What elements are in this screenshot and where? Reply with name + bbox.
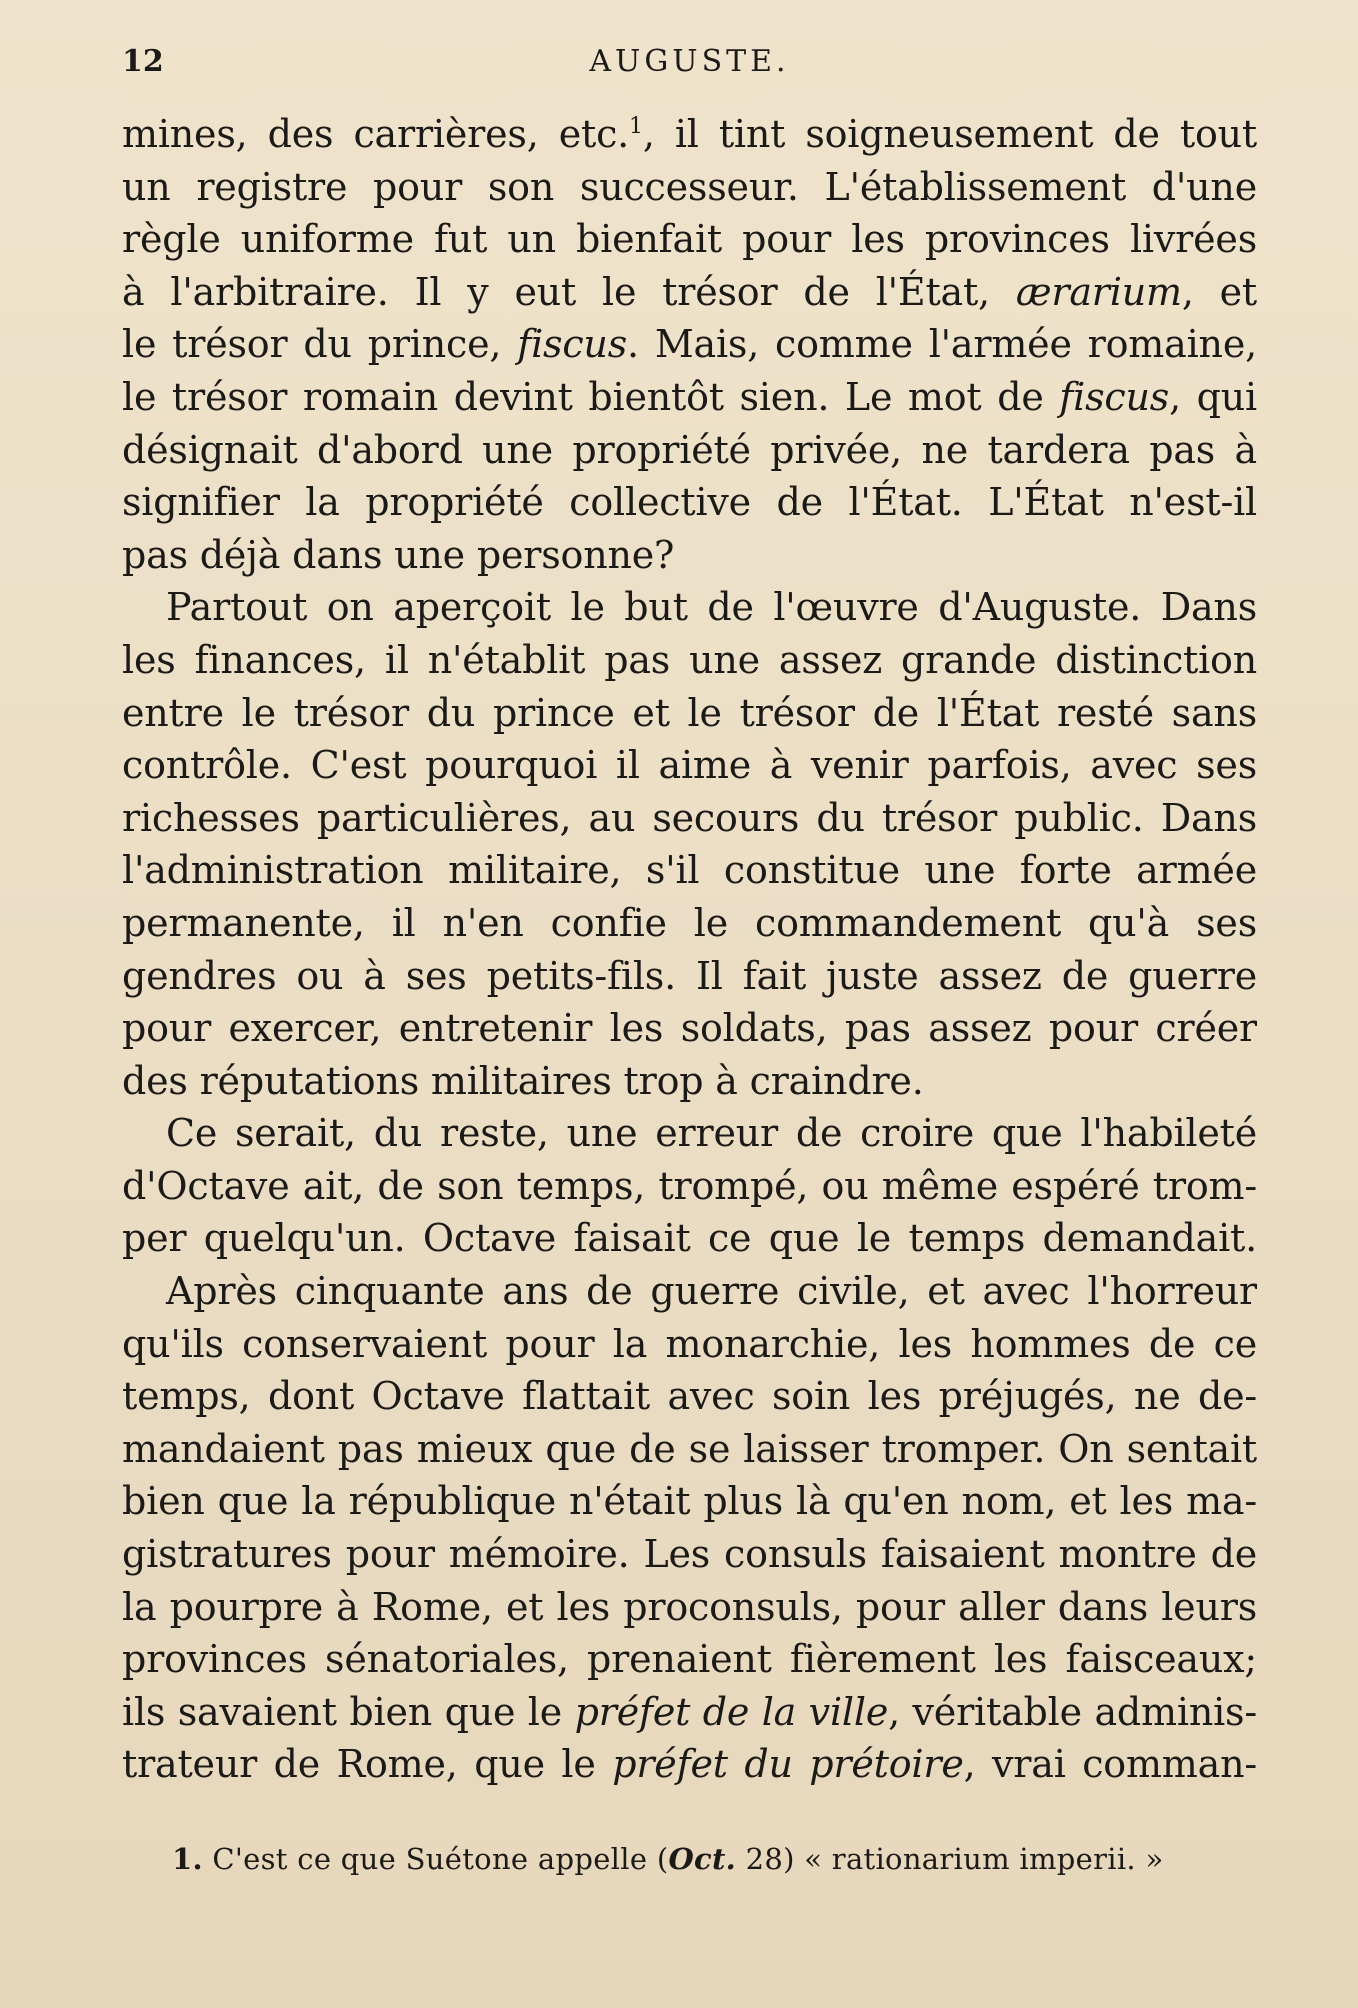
- line-text: bien que la république n'était plus là qu'en nom, et les ma-: [122, 1479, 1257, 1524]
- running-head: AUGUSTE.: [589, 44, 790, 79]
- italic-term: préfet de la ville: [574, 1689, 889, 1734]
- italic-term: ærarium: [1015, 269, 1182, 314]
- italic-term: fiscus: [517, 322, 627, 367]
- line-text: ils savaient bien que le: [122, 1689, 575, 1734]
- line-text: trateur de Rome, que le: [122, 1742, 613, 1787]
- line-text: pas déjà dans une personne?: [122, 532, 675, 577]
- line-text: mandaient pas mieux que de se laisser tromper. On sentait: [122, 1426, 1257, 1471]
- line-text: entre le trésor du prince et le trésor de l'État resté sans: [122, 690, 1257, 735]
- text-line: [122, 1475, 1257, 1528]
- text-line: [122, 897, 1257, 950]
- line-text: désignait d'abord une propriété privée, ne tardera pas à: [122, 427, 1257, 472]
- text-line: [122, 476, 1257, 529]
- line-text: règle uniforme fut un bienfait pour les provinces livrées: [122, 217, 1257, 262]
- text-line: [122, 687, 1257, 740]
- line-text: per quelqu'un. Octave faisait ce que le temps demandait.: [122, 1216, 1257, 1261]
- text-line: [122, 844, 1257, 897]
- line-text: , vrai comman-: [963, 1742, 1257, 1787]
- text-line: [122, 1528, 1257, 1581]
- text-line: [122, 1107, 1257, 1160]
- line-text: Ce serait, du reste, une erreur de croire que l'habileté: [166, 1111, 1257, 1156]
- text-line: [122, 1686, 1257, 1739]
- line-text: gistratures pour mémoire. Les consuls faisaient montre de: [122, 1532, 1257, 1577]
- text-line: [122, 792, 1257, 845]
- line-text: , et: [1181, 269, 1257, 314]
- line-text: les finances, il n'établit pas une assez grande distinction: [122, 637, 1257, 682]
- line-text: contrôle. C'est pourquoi il aime à venir parfois, avec ses: [122, 743, 1257, 788]
- footnote: [172, 1842, 1232, 1876]
- line-text: signifier la propriété collective de l'État. L'État n'est-il: [122, 480, 1257, 525]
- text-line: [122, 1160, 1257, 1213]
- text-line: [122, 266, 1257, 319]
- text-line: [122, 161, 1257, 214]
- page-number: 12: [122, 44, 164, 79]
- footnote-reference: 1: [629, 114, 643, 139]
- text-line: [122, 950, 1257, 1003]
- line-text: , qui: [1169, 374, 1257, 419]
- text-line: [122, 1738, 1257, 1791]
- text-line: [122, 1633, 1257, 1686]
- line-text: le trésor du prince,: [122, 322, 518, 367]
- text-line: [122, 424, 1257, 477]
- line-text: l'administration militaire, s'il constitue une forte armée: [122, 848, 1257, 893]
- line-text: un registre pour son successeur. L'établissement d'une: [122, 164, 1257, 209]
- line-text: pour exercer, entretenir les soldats, pas assez pour créer: [122, 1006, 1257, 1051]
- text-line: [122, 1002, 1257, 1055]
- text-line: [122, 739, 1257, 792]
- line-text: provinces sénatoriales, prenaient fièrement les faisceaux;: [122, 1637, 1257, 1682]
- line-text: , véritable adminis-: [888, 1689, 1257, 1734]
- text-line: [122, 1370, 1257, 1423]
- line-text: la pourpre à Rome, et les proconsuls, pour aller dans leurs: [122, 1584, 1257, 1629]
- text-line: [122, 1423, 1257, 1476]
- line-text: à l'arbitraire. Il y eut le trésor de l'État,: [122, 269, 1016, 314]
- line-text: d'Octave ait, de son temps, trompé, ou même espéré trom-: [122, 1163, 1257, 1208]
- body-text: [122, 108, 1257, 1791]
- line-text: temps, dont Octave flattait avec soin les préjugés, ne de-: [122, 1374, 1257, 1419]
- footnote-text-end: 28) « rationarium imperii. »: [736, 1842, 1164, 1876]
- text-line: [122, 634, 1257, 687]
- text-line: [122, 1265, 1257, 1318]
- italic-term: préfet du prétoire: [612, 1742, 964, 1787]
- footnote-number: 1.: [172, 1842, 203, 1876]
- line-text: gendres ou à ses petits-fils. Il fait juste assez de guerre: [122, 953, 1257, 998]
- footnote-citation: Oct.: [668, 1842, 737, 1876]
- line-text: Partout on aperçoit le but de l'œuvre d'Auguste. Dans: [166, 585, 1257, 630]
- line-text: des réputations militaires trop à craindre.: [122, 1058, 924, 1103]
- line-text: richesses particulières, au secours du trésor public. Dans: [122, 795, 1257, 840]
- text-line: [122, 371, 1257, 424]
- text-line: [122, 529, 1257, 582]
- text-line: [122, 1318, 1257, 1371]
- footnote-text: C'est ce que Suétone appelle (: [212, 1842, 669, 1876]
- text-line: [122, 1055, 1257, 1108]
- line-text: permanente, il n'en confie le commandement qu'à ses: [122, 900, 1257, 945]
- line-text: mines, des carrières, etc.: [122, 112, 630, 156]
- line-text: Après cinquante ans de guerre civile, et avec l'horreur: [166, 1269, 1257, 1314]
- line-text: . Mais, comme l'armée romaine,: [627, 322, 1257, 367]
- text-line: [122, 108, 1257, 161]
- text-line: [122, 1581, 1257, 1634]
- line-text: qu'ils conservaient pour la monarchie, les hommes de ce: [122, 1321, 1257, 1366]
- text-line: [122, 213, 1257, 266]
- text-line: [122, 318, 1257, 371]
- line-text: , il tint soigneusement de tout: [642, 112, 1257, 156]
- line-text: le trésor romain devint bientôt sien. Le mot de: [122, 374, 1060, 419]
- page-header: [122, 44, 1257, 84]
- text-line: [122, 581, 1257, 634]
- italic-term: fiscus: [1059, 374, 1170, 419]
- text-line: [122, 1212, 1257, 1265]
